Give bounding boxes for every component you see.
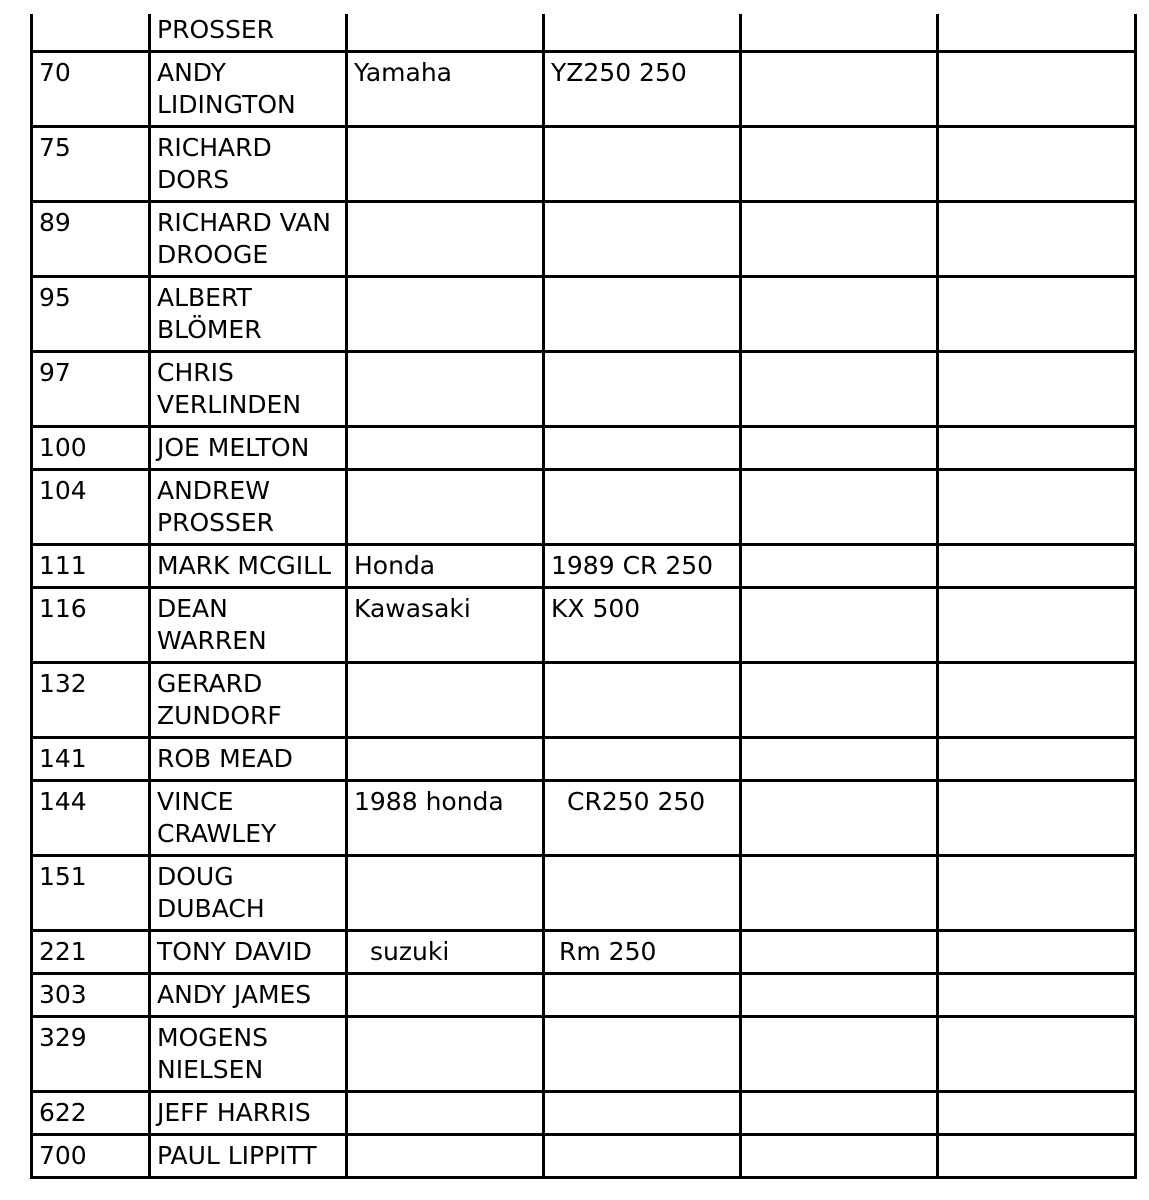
bike-model-cell: [544, 1092, 741, 1135]
table-row: [32, 738, 1136, 781]
bike-model-cell: [544, 277, 741, 352]
empty-cell: [741, 14, 938, 52]
empty-cell: [741, 52, 938, 127]
empty-cell: [741, 588, 938, 663]
empty-cell: [938, 545, 1136, 588]
rider-number-cell: 622: [32, 1092, 150, 1135]
empty-cell: [741, 427, 938, 470]
table-row: [32, 1092, 1136, 1135]
empty-cell: [741, 931, 938, 974]
empty-cell: [938, 1092, 1136, 1135]
table-row: [32, 931, 1136, 974]
rider-number-cell: 70: [32, 52, 150, 127]
table-row: [32, 470, 1136, 545]
empty-cell: [938, 470, 1136, 545]
empty-cell: [741, 127, 938, 202]
rider-number-cell: 95: [32, 277, 150, 352]
rider-number-cell: [32, 14, 150, 52]
bike-make-cell: Yamaha: [347, 52, 544, 127]
empty-cell: [938, 781, 1136, 856]
bike-model-cell: [544, 352, 741, 427]
bike-make-cell: [347, 856, 544, 931]
rider-number-cell: 132: [32, 663, 150, 738]
bike-make-cell: [347, 127, 544, 202]
empty-cell: [741, 352, 938, 427]
empty-cell: [741, 1135, 938, 1178]
bike-model-cell: KX 500: [544, 588, 741, 663]
rider-name-cell: MARK MCGILL: [150, 545, 347, 588]
empty-cell: [741, 545, 938, 588]
table-row: [32, 14, 1136, 52]
rider-number-cell: 89: [32, 202, 150, 277]
bike-make-cell: [347, 663, 544, 738]
bike-make-cell: [347, 1135, 544, 1178]
empty-cell: [938, 352, 1136, 427]
rider-name-cell: ANDY JAMES: [150, 974, 347, 1017]
empty-cell: [938, 1017, 1136, 1092]
table-row: [32, 52, 1136, 127]
empty-cell: [938, 931, 1136, 974]
rider-number-cell: 151: [32, 856, 150, 931]
bike-make-cell: [347, 14, 544, 52]
empty-cell: [741, 1017, 938, 1092]
empty-cell: [938, 427, 1136, 470]
rider-name-cell: PAUL LIPPITT: [150, 1135, 347, 1178]
bike-make-cell: [347, 738, 544, 781]
empty-cell: [741, 663, 938, 738]
rider-number-cell: 141: [32, 738, 150, 781]
empty-cell: [741, 470, 938, 545]
rider-number-cell: 104: [32, 470, 150, 545]
bike-model-cell: CR250 250: [544, 781, 741, 856]
empty-cell: [938, 663, 1136, 738]
rider-name-cell: GERARD ZUNDORF: [150, 663, 347, 738]
table-row: [32, 352, 1136, 427]
table-row: [32, 427, 1136, 470]
empty-cell: [741, 738, 938, 781]
rider-number-cell: 700: [32, 1135, 150, 1178]
rider-number-cell: 116: [32, 588, 150, 663]
empty-cell: [938, 856, 1136, 931]
empty-cell: [741, 277, 938, 352]
bike-make-cell: suzuki: [347, 931, 544, 974]
rider-name-cell: VINCE CRAWLEY: [150, 781, 347, 856]
empty-cell: [741, 856, 938, 931]
bike-model-cell: YZ250 250: [544, 52, 741, 127]
bike-model-cell: [544, 1135, 741, 1178]
bike-model-cell: [544, 738, 741, 781]
empty-cell: [741, 202, 938, 277]
rider-name-cell: RICHARD VAN DROOGE: [150, 202, 347, 277]
table-row: [32, 588, 1136, 663]
bike-model-cell: [544, 856, 741, 931]
rider-name-cell: ANDY LIDINGTON: [150, 52, 347, 127]
table-row: [32, 202, 1136, 277]
empty-cell: [938, 277, 1136, 352]
bike-make-cell: [347, 202, 544, 277]
rider-name-cell: JEFF HARRIS: [150, 1092, 347, 1135]
rider-name-cell: PROSSER: [150, 14, 347, 52]
empty-cell: [741, 1092, 938, 1135]
bike-make-cell: [347, 352, 544, 427]
empty-cell: [938, 738, 1136, 781]
rider-name-cell: DOUG DUBACH: [150, 856, 347, 931]
bike-make-cell: [347, 974, 544, 1017]
bike-make-cell: Kawasaki: [347, 588, 544, 663]
empty-cell: [938, 127, 1136, 202]
empty-cell: [938, 14, 1136, 52]
table-row: [32, 1017, 1136, 1092]
bike-model-cell: [544, 974, 741, 1017]
empty-cell: [938, 202, 1136, 277]
bike-make-cell: Honda: [347, 545, 544, 588]
rider-name-cell: TONY DAVID: [150, 931, 347, 974]
empty-cell: [938, 52, 1136, 127]
bike-model-cell: 1989 CR 250: [544, 545, 741, 588]
rider-name-cell: RICHARD DORS: [150, 127, 347, 202]
rider-number-cell: 75: [32, 127, 150, 202]
bike-make-cell: [347, 1092, 544, 1135]
bike-model-cell: [544, 1017, 741, 1092]
empty-cell: [741, 974, 938, 1017]
rider-name-cell: ALBERT BLÖMER: [150, 277, 347, 352]
bike-make-cell: 1988 honda: [347, 781, 544, 856]
rider-number-cell: 303: [32, 974, 150, 1017]
bike-model-cell: Rm 250: [544, 931, 741, 974]
rider-name-cell: DEAN WARREN: [150, 588, 347, 663]
rider-name-cell: ANDREW PROSSER: [150, 470, 347, 545]
empty-cell: [938, 1135, 1136, 1178]
rider-number-cell: 97: [32, 352, 150, 427]
bike-make-cell: [347, 1017, 544, 1092]
rider-name-cell: JOE MELTON: [150, 427, 347, 470]
bike-model-cell: [544, 470, 741, 545]
empty-cell: [938, 974, 1136, 1017]
bike-model-cell: [544, 14, 741, 52]
bike-model-cell: [544, 127, 741, 202]
rider-number-cell: 100: [32, 427, 150, 470]
rider-number-cell: 111: [32, 545, 150, 588]
table-row: [32, 1135, 1136, 1178]
entry-list-sheet: [30, 14, 1134, 1179]
empty-cell: [938, 588, 1136, 663]
bike-model-cell: [544, 202, 741, 277]
table-row: [32, 781, 1136, 856]
bike-make-cell: [347, 427, 544, 470]
bike-make-cell: [347, 277, 544, 352]
bike-make-cell: [347, 470, 544, 545]
bike-model-cell: [544, 663, 741, 738]
table-row: [32, 974, 1136, 1017]
empty-cell: [741, 781, 938, 856]
entry-list-table: [30, 14, 1137, 1179]
rider-name-cell: CHRIS VERLINDEN: [150, 352, 347, 427]
rider-number-cell: 221: [32, 931, 150, 974]
table-row: [32, 663, 1136, 738]
rider-name-cell: ROB MEAD: [150, 738, 347, 781]
rider-number-cell: 329: [32, 1017, 150, 1092]
table-row: [32, 277, 1136, 352]
rider-number-cell: 144: [32, 781, 150, 856]
table-row: [32, 545, 1136, 588]
table-row: [32, 127, 1136, 202]
rider-name-cell: MOGENS NIELSEN: [150, 1017, 347, 1092]
table-row: [32, 856, 1136, 931]
bike-model-cell: [544, 427, 741, 470]
